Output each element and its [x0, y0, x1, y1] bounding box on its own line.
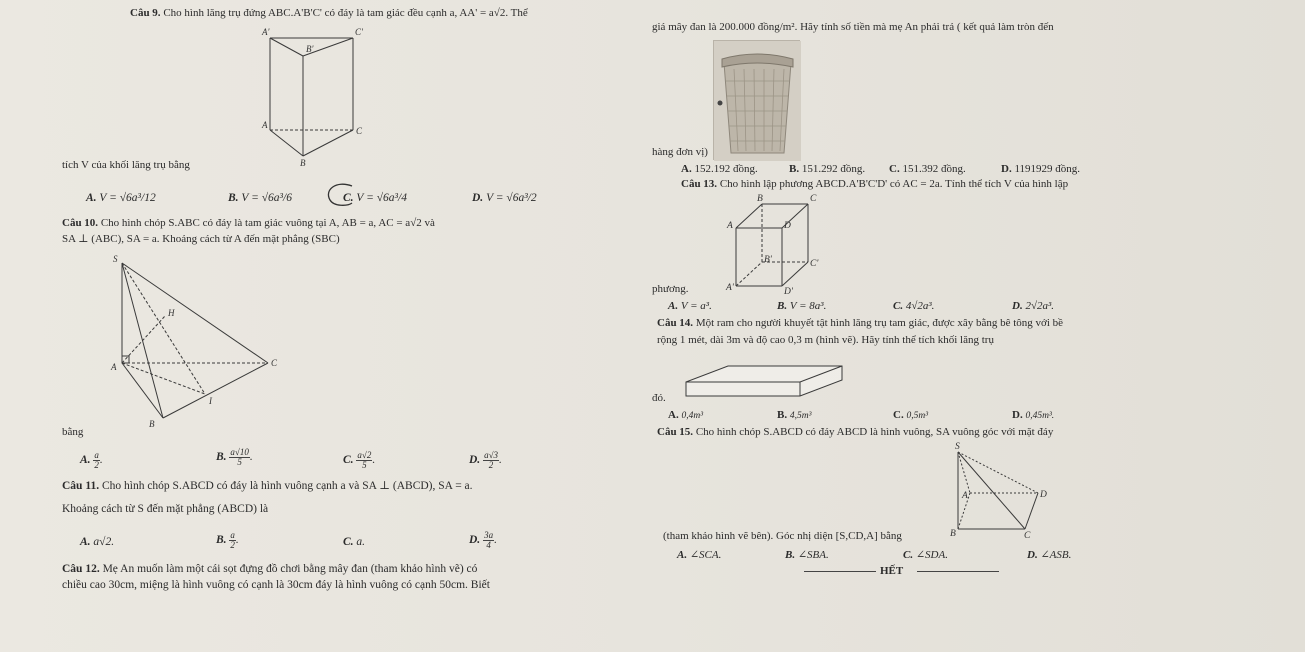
- q13-option-c[interactable]: C. 4√2a³.: [893, 300, 935, 312]
- q14-stem-text: Một ram cho người khuyết tật hình lăng trụ tam giác, được xây bằng bê tông với bề: [695, 317, 1064, 329]
- q13-label-c: C: [810, 194, 817, 204]
- q14-stem3: đó.: [652, 392, 666, 404]
- q11-stem: [62, 479, 473, 494]
- q9-label-b: B: [300, 158, 306, 168]
- q9-label-a: A: [262, 120, 268, 130]
- q13-label-d1: D': [784, 287, 793, 297]
- q13-option-b[interactable]: B. V = 8a³.: [777, 300, 827, 312]
- q12-stem: [62, 562, 477, 577]
- q11-option-a[interactable]: A. a√2.: [80, 536, 115, 548]
- q10-option-a[interactable]: A. $\frac{a}{2}$ .: [80, 450, 103, 470]
- q11-option-c[interactable]: C. a.: [343, 536, 366, 548]
- q13-option-d[interactable]: D. 2√2a³.: [1012, 300, 1055, 312]
- q10-option-c[interactable]: C. $\frac{a√2}{5}$ .: [343, 450, 376, 470]
- q9-option-d[interactable]: D. V = √6a³/2: [472, 192, 537, 204]
- q15-option-c[interactable]: C. ∠SDA.: [903, 549, 948, 561]
- q15-stem: [657, 425, 1053, 439]
- q9-label-a1: A': [262, 27, 270, 37]
- q15-stem2: (tham khảo hình vẽ bên). Góc nhị diện [S,CD,A] bằng: [663, 530, 902, 542]
- q11-title: Câu 11.: [62, 480, 100, 492]
- q15-label-s: S: [955, 442, 960, 452]
- q12-stem4: hàng đơn vị): [652, 146, 708, 158]
- q10-label-c: C: [271, 358, 278, 368]
- q11-option-d[interactable]: D. $\frac{3a}{4}$ .: [469, 530, 497, 550]
- q14-option-a[interactable]: A. 0,4m³: [668, 409, 704, 421]
- q12-stem3: giá mây đan là 200.000 đồng/m². Hãy tính số tiền mà mẹ An phải trả ( kết quả làm tròn đến: [652, 21, 1054, 33]
- q9-stem: [130, 6, 528, 20]
- q12-option-b[interactable]: B. 151.292 đồng.: [789, 163, 866, 175]
- q12-basket-image: [713, 40, 800, 160]
- q12-option-a[interactable]: A. 152.192 đồng.: [681, 163, 758, 175]
- q15-title: Câu 15.: [657, 426, 694, 438]
- q10-stem: [62, 216, 435, 230]
- q15-stem-text: Cho hình chóp S.ABCD có đáy ABCD là hình vuông, SA vuông góc với mặt đáy: [695, 426, 1054, 438]
- q15-label-c: C: [1024, 531, 1031, 541]
- q10-stem3: bằng: [62, 426, 84, 438]
- q14-option-d[interactable]: D. 0,45m³.: [1012, 409, 1055, 421]
- q10-label-a: A: [111, 362, 117, 372]
- q10-label-b: B: [149, 419, 155, 429]
- q9-label-c: C: [356, 126, 363, 136]
- q10-option-b[interactable]: B. $\frac{a√10}{5}$ .: [216, 447, 253, 467]
- q13-label-d: D: [784, 221, 791, 231]
- q14-stem2: rộng 1 mét, dài 3m và độ cao 0,3 m (hình vẽ). Hãy tính thể tích khối lăng trụ: [657, 334, 994, 346]
- q9-option-b[interactable]: B. V = √6a³/6: [228, 192, 292, 204]
- q10-option-d[interactable]: D. $\frac{a√3}{2}$ .: [469, 450, 502, 470]
- q13-stem2: phương.: [652, 283, 689, 295]
- q15-option-d[interactable]: D. ∠ASB.: [1027, 549, 1072, 561]
- q13-title: Câu 13.: [681, 178, 718, 190]
- q14-title: Câu 14.: [657, 317, 694, 329]
- q13-stem-text: Cho hình lập phương ABCD.A'B'C'D' có AC = 2a. Tính thể tích V của hình lập: [719, 178, 1069, 190]
- q15-label-a: A: [962, 491, 968, 501]
- q9-stem-text: Cho hình lăng trụ đứng ABC.A'B'C' có đáy là tam giác đều cạnh a, AA' = a√2. Thể: [163, 7, 528, 19]
- q12-stem2: chiều cao 30cm, miệng là hình vuông có cạnh là 30cm đáy là hình vuông có cạnh 50cm. Biết: [62, 579, 490, 591]
- q13-label-a: A: [727, 221, 733, 231]
- footer-rule-right: [917, 571, 999, 572]
- q12-option-c[interactable]: C. 151.392 đồng.: [889, 163, 966, 175]
- q10-title: Câu 10.: [62, 217, 99, 229]
- q15-option-b[interactable]: B. ∠SBA.: [785, 549, 829, 561]
- q9-label-b1: B': [306, 44, 314, 54]
- q13-option-a[interactable]: A. V = a³.: [668, 300, 712, 312]
- q10-label-i: I: [209, 396, 212, 406]
- q9-title: Câu 9.: [130, 7, 161, 19]
- q11-stem-text: Cho hình chóp S.ABCD có đáy là hình vuông cạnh a và SA ⊥ (ABCD), SA = a.: [101, 480, 473, 492]
- q9-label-c1: C': [355, 27, 363, 37]
- q10-stem-text: Cho hình chóp S.ABC có đáy là tam giác vuông tại A, AB = a, AC = a√2 và: [100, 217, 435, 229]
- q10-stem2: SA ⊥ (ABC), SA = a. Khoảng cách từ A đến mặt phẳng (SBC): [62, 233, 340, 245]
- q14-option-c[interactable]: C. 0,5m³: [893, 409, 929, 421]
- q13-stem: [681, 177, 1068, 191]
- q9-option-c[interactable]: C. V = √6a³/4: [343, 192, 407, 204]
- q10-label-h: H: [168, 308, 175, 318]
- q9-stem2: tích V của khối lăng trụ bằng: [62, 159, 190, 171]
- q12-stem-text: Mẹ An muốn làm một cái sọt đựng đồ chơi bằng mây đan (tham khảo hình vẽ) có: [102, 563, 478, 575]
- q15-label-d: D: [1040, 490, 1047, 500]
- q14-option-b[interactable]: B. 4,5m³: [777, 409, 812, 421]
- q14-stem: [657, 316, 1063, 330]
- q13-label-a1: A': [726, 283, 734, 293]
- q12-title: Câu 12.: [62, 563, 100, 575]
- q9-option-a[interactable]: A. V = √6a³/12: [86, 192, 156, 204]
- q10-label-s: S: [113, 254, 118, 264]
- q12-option-d[interactable]: D. 1191929 đồng.: [1001, 163, 1081, 175]
- footer-end: HẾT: [880, 565, 904, 577]
- q13-label-b: B: [757, 194, 763, 204]
- q13-label-b1: B': [764, 255, 772, 265]
- wicker-basket-icon: [714, 41, 801, 161]
- q15-option-a[interactable]: A. ∠SCA.: [677, 549, 722, 561]
- q13-label-c1: C': [810, 259, 819, 269]
- q11-stem2: Khoảng cách từ S đến mặt phẳng (ABCD) là: [62, 503, 269, 515]
- q15-label-b: B: [950, 529, 956, 539]
- footer-rule-left: [804, 571, 876, 572]
- q11-option-b[interactable]: B. $\frac{a}{2}$ .: [216, 530, 239, 550]
